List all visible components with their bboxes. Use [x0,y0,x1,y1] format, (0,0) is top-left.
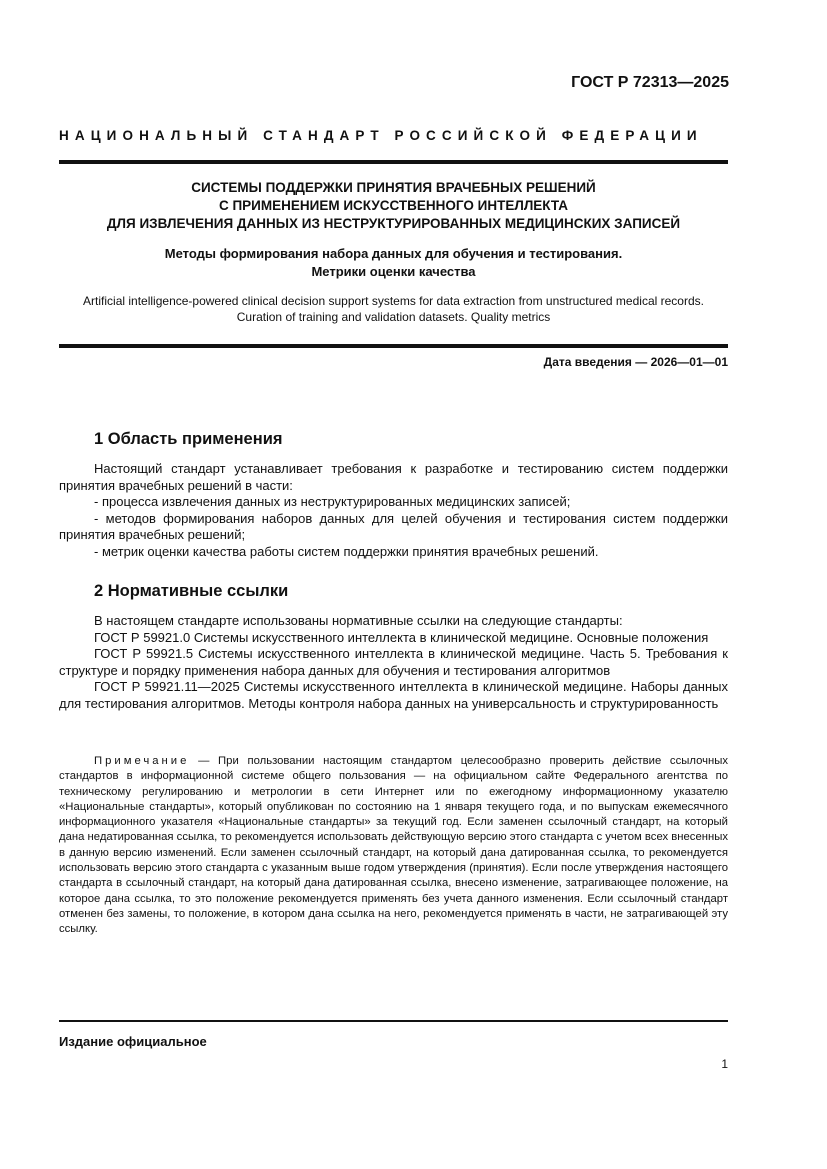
reference: ГОСТ Р 59921.5 Системы искусственного интеллекта в клинической медицине. Часть 5. Требования к структуре и порядку применения набора данных для обучения и тестирования алгоритмов [59,646,728,678]
paragraph: Настоящий стандарт устанавливает требования к разработке и тестированию систем поддержки принятия врачебных решений в части: [59,461,728,493]
reference: ГОСТ Р 59921.0 Системы искусственного интеллекта в клинической медицине. Основные положения [94,629,709,645]
list-item: - процесса извлечения данных из неструктурированных медицинских записей; [94,494,571,510]
note-label: Примечание [94,755,190,767]
title-line: ДЛЯ ИЗВЛЕЧЕНИЯ ДАННЫХ ИЗ НЕСТРУКТУРИРОВАННЫХ МЕДИЦИНСКИХ ЗАПИСЕЙ [106,216,681,231]
list-item: - метрик оценки качества работы систем поддержки принятия врачебных решений. [94,543,599,559]
reference: ГОСТ Р 59921.11—2025 Системы искусственного интеллекта в клинической медицине. Наборы данных для тестирования алгоритмов. Методы контроля набора данных на универсальность и структурированность [59,679,728,711]
section-1-body [59,461,728,561]
national-standard-heading: НАЦИОНАЛЬНЫЙ СТАНДАРТ РОССИЙСКОЙ ФЕДЕРАЦИИ [59,128,703,143]
section-2-body [59,613,728,713]
page-number: 1 [721,1057,728,1071]
document-number: ГОСТ Р 72313—2025 [571,74,729,91]
english-title [59,293,728,325]
edition-label: Издание официальное [59,1034,207,1049]
header-divider [59,160,728,164]
english-title-line: Curation of training and validation datasets. Quality metrics [236,310,551,324]
note [59,754,728,938]
section-2-heading: 2 Нормативные ссылки [94,582,289,600]
list-item: - методов формирования наборов данных для целей обучения и тестирования систем поддержки принятия врачебных решений; [59,510,728,543]
title-line: С ПРИМЕНЕНИЕМ ИСКУССТВЕННОГО ИНТЕЛЛЕКТА [218,198,569,213]
paragraph: В настоящем стандарте использованы нормативные ссылки на следующие стандарты: [94,613,623,628]
title-line: СИСТЕМЫ ПОДДЕРЖКИ ПРИНЯТИЯ ВРАЧЕБНЫХ РЕШЕНИЙ [191,180,596,195]
note-text: — При пользовании настоящим стандартом целесообразно проверить действие ссылочных стандартов в информационной системе общего пользования — на официальном сайте Федерального агентства по техническому регулированию и метрологии в сети Интернет или по ежегодному информационному указателю «Национальные стандарты», который опубликован по состоянию на 1 января текущего года, и по выпускам ежемесячного информационного указателя «Национальные стандарты» за текущий год. Если заменен ссылочный стандарт, на который дана недатированная ссылка, то рекомендуется использовать действующую версию этого стандарта с учетом всех внесенных в данную версию изменений. Если заменен ссылочный стандарт, на который дана датированная ссылка, то рекомендуется использовать версию этого стандарта с указанным выше годом утверждения (принятия). Если после утверждения настоящего стандарта в ссылочный стандарт, на который дана датированная ссылка, внесено изменение, затрагивающее положение, на которое дана ссылка, то это положение рекомендуется применять без учета данного изменения. Если ссылочный стандарт отменен без замены, то положение, в котором дана ссылка на него, рекомендуется применять в части, не затрагивающей эту ссылку. [59,755,728,936]
english-title-line: Artificial intelligence-powered clinical decision support systems for data extraction from unstructured medical records. [83,294,704,308]
section-1-heading: 1 Область применения [94,430,283,448]
date-introduced: Дата введения — 2026—01—01 [543,355,728,369]
title-divider [59,344,728,348]
footer-divider [59,1020,728,1022]
document-subtitle [59,245,728,281]
document-title [59,179,728,233]
subtitle-line: Методы формирования набора данных для обучения и тестирования. [164,246,623,261]
subtitle-line: Метрики оценки качества [311,264,476,279]
